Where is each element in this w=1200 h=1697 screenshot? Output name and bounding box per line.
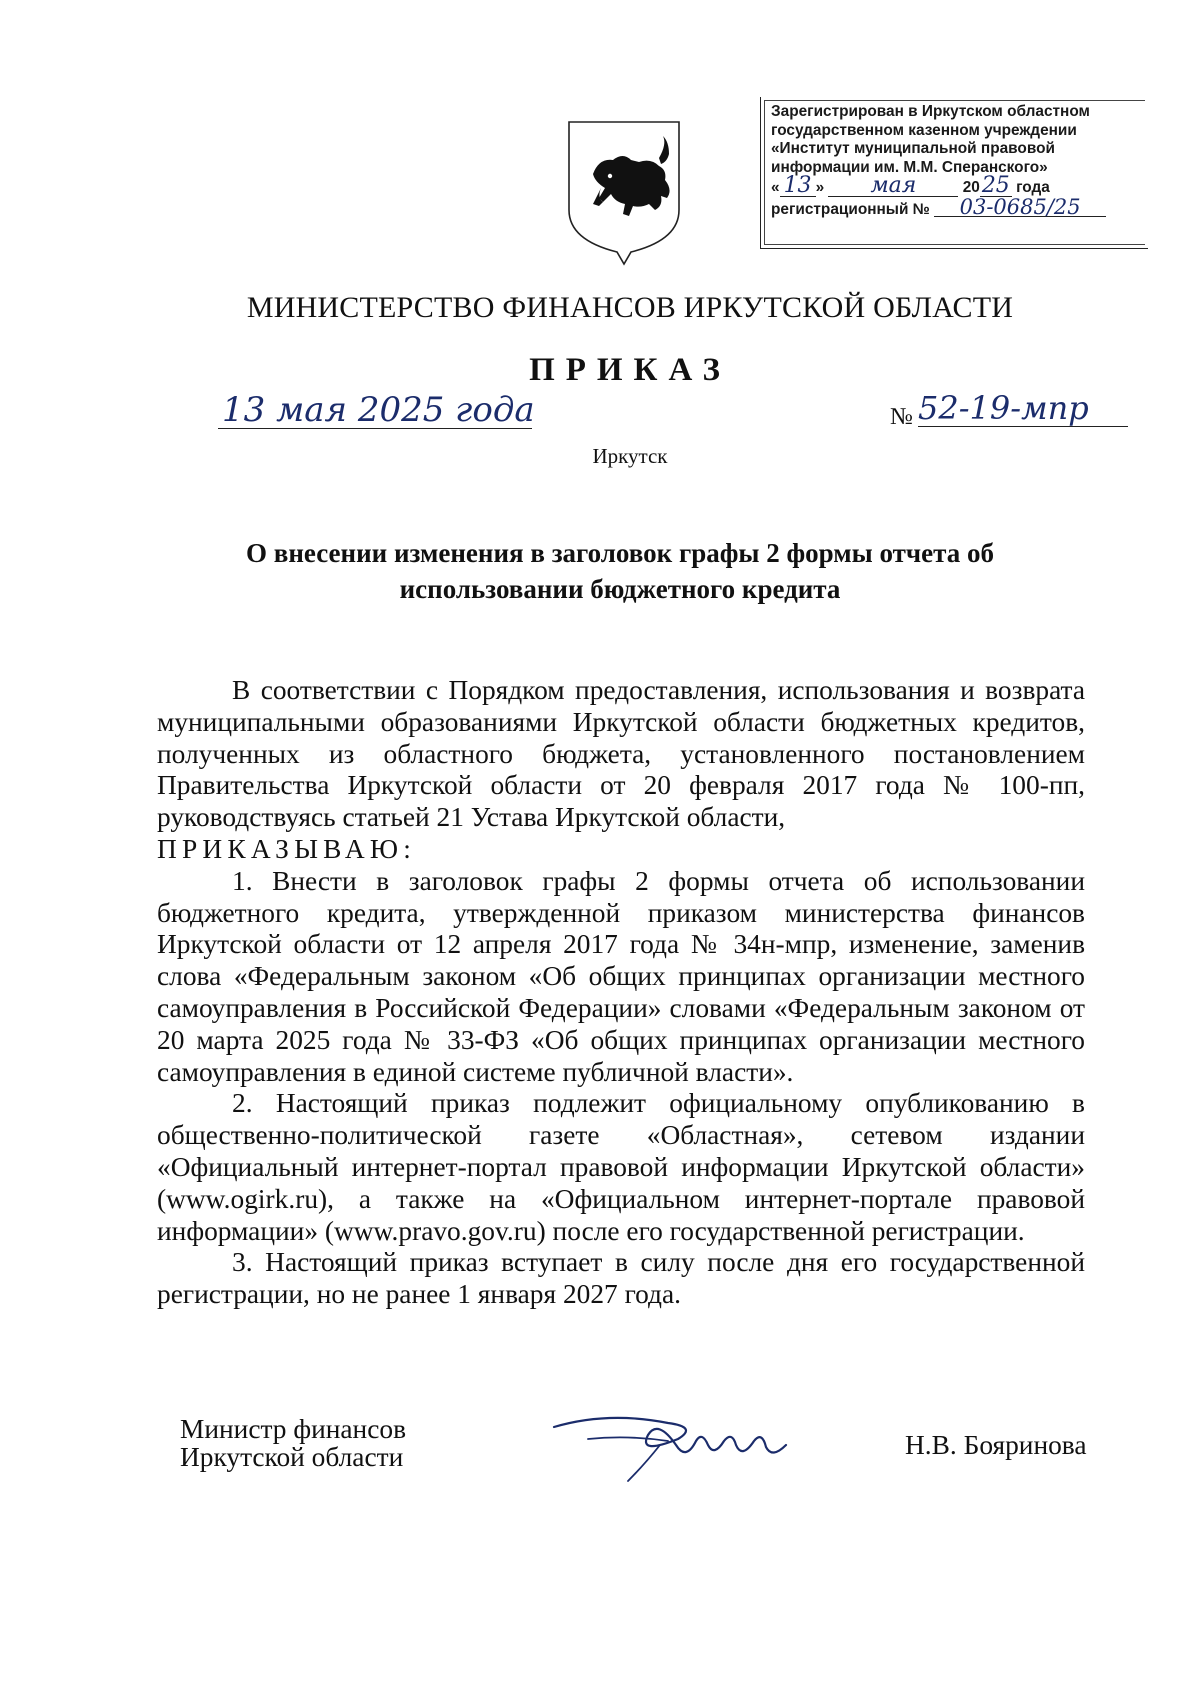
stamp-date-year: 25 [981,173,1010,198]
document-type: ПРИКАЗ [529,352,731,388]
order-number-handwritten: 52-19-мпр [918,390,1128,427]
preamble-paragraph: В соответствии с Порядком предоставления, использования и возврата муниципальными образованиями Иркутской области бюджетных кредитов, полученных из областного бюджета, установленного постановлением Правительства Иркутской области от 20 февраля 2017 года № 100-пп, руководствуясь статьей 21 Устава Иркутской области, [157,675,1085,833]
signatory-name: Н.В. Бояринова [905,1430,1087,1460]
stamp-line: «Институт муниципальной правовой [771,140,1055,157]
order-date-handwritten: 13 мая 2025 года [218,392,532,429]
stamp-line: информации им. М.М. Сперанского» [771,158,1048,176]
subject-line: О внесении изменения в заголовок графы 2 формы отчета об [246,538,994,568]
signatory-title: Министр финансов Иркутской области [180,1414,406,1472]
order-item-1: 1. Внести в заголовок графы 2 формы отчета об использовании бюджетного кредита, утвержденной приказом министерства финансов Иркутской области от 12 апреля 2017 года № 34н-мпр, изменение, заменив слова «Федеральным законом «Об общих принципах организации местного самоуправления в Российской Федерации» словами «Федеральным законом от 20 марта 2025 года № 33-ФЗ «Об общих принципах организации местного самоуправления в единой системе публичной власти». [157,865,1085,1087]
order-subject [200,535,1040,607]
order-body [157,675,1085,1311]
registration-stamp [760,97,1148,249]
city-name: Иркутск [592,444,668,468]
subject-line: использовании бюджетного кредита [399,574,841,604]
handwritten-signature [548,1405,808,1485]
stamp-line: государственном казенном учреждении [771,121,1077,139]
stamp-date-day: 13 [780,177,816,197]
stamp-reg-number: 03-0685/25 [934,198,1106,218]
order-item-2: 2. Настоящий приказ подлежит официальному опубликованию в общественно-политической газете «Областная», сетевом издании «Официальный интернет-портал правовой информации Иркутской области» (www.ogirk.ru), а также на «Официальном интернет-портале правовой информации» (www.pravo.gov.ru) после его государственной регистрации. [157,1088,1085,1246]
order-item-3: 3. Настоящий приказ вступает в силу после дня его государственной регистрации, но не ранее 1 января 2027 года. [157,1247,1085,1310]
coat-of-arms-emblem [563,118,685,266]
stamp-reg-line: регистрационный № 03-0685/25 [771,198,1138,220]
order-word: ПРИКАЗЫВАЮ: [157,833,417,864]
ministry-name: МИНИСТЕРСТВО ФИНАНСОВ ИРКУТСКОЙ ОБЛАСТИ [246,291,1014,324]
stamp-date-line: « 13 » мая 2025 года [771,173,1050,198]
stamp-line: Зарегистрирован в Иркутском областном [771,103,1090,120]
stamp-date-month: мая [828,177,958,197]
order-number-label: № [890,404,913,430]
